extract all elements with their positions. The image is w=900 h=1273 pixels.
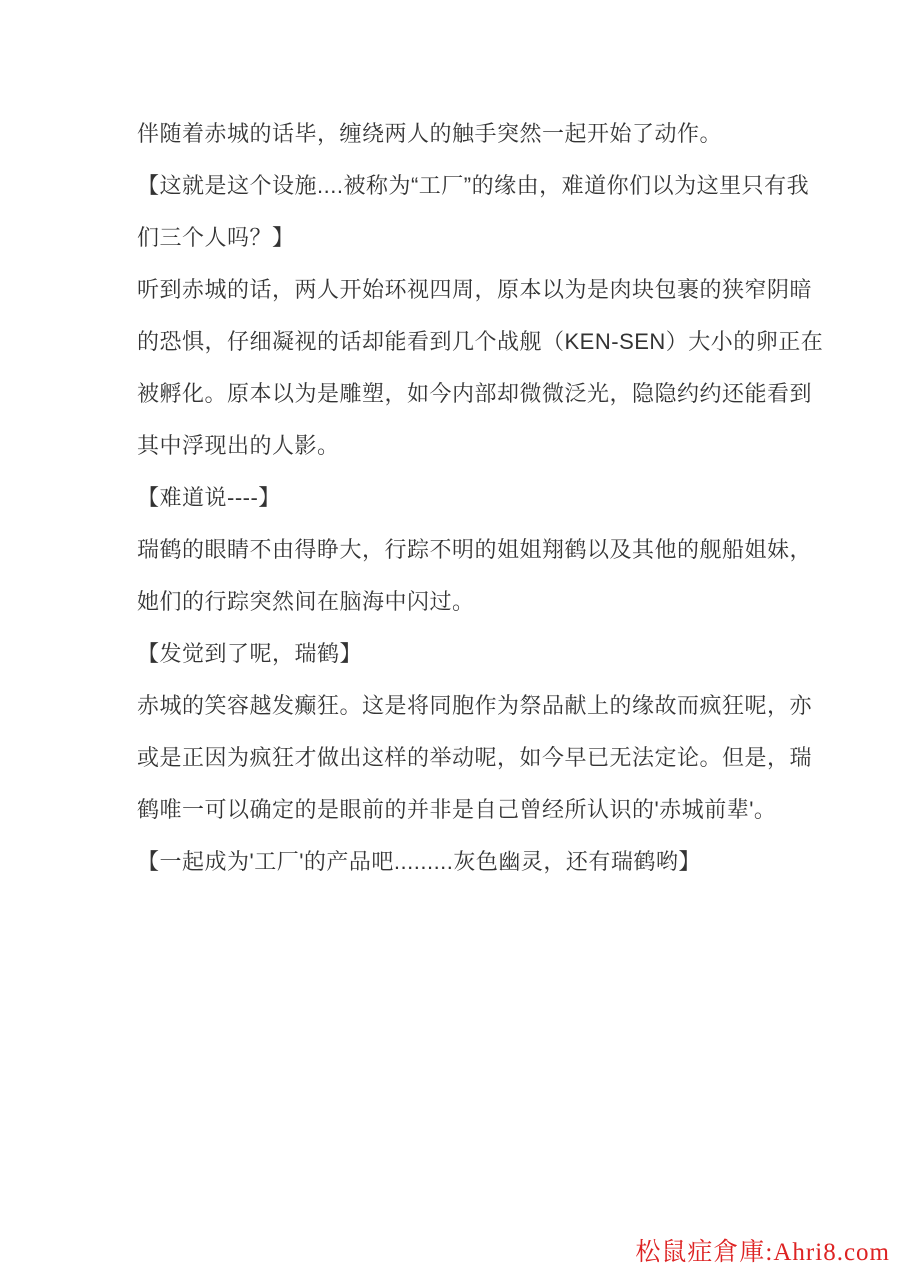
text-line: 【发觉到了呢，瑞鹤】 (137, 641, 363, 666)
text-line: 其中浮现出的人影。 (137, 433, 340, 458)
text-line: 们三个人吗？】 (137, 225, 295, 250)
text-line: 或是正因为疯狂才做出这样的举动呢，如今早已无法定论。但是，瑞 (137, 745, 813, 770)
text-line: 她们的行踪突然间在脑海中闪过。 (137, 589, 475, 614)
text-line: 赤城的笑容越发癫狂。这是将同胞作为祭品献上的缘故而疯狂呢，亦 (137, 693, 813, 718)
text-line: 伴随着赤城的话毕，缠绕两人的触手突然一起开始了动作。 (137, 121, 723, 146)
text-line: 【难道说----】 (137, 485, 281, 510)
text-line: 的恐惧，仔细凝视的话却能看到几个战舰（KEN-SEN）大小的卵正在 (137, 329, 824, 354)
site-watermark: 松鼠症倉庫:Ahri8.com (635, 1239, 890, 1266)
text-line: 听到赤城的话，两人开始环视四周，原本以为是肉块包裹的狭窄阴暗 (137, 277, 813, 302)
text-line: 瑞鹤的眼睛不由得睁大，行踪不明的姐姐翔鹤以及其他的舰船姐妹， (137, 537, 813, 562)
text-line: 被孵化。原本以为是雕塑，如今内部却微微泛光，隐隐约约还能看到 (137, 381, 813, 406)
text-line: 【这就是这个设施....被称为“工厂”的缘由，难道你们以为这里只有我 (137, 173, 810, 198)
text-line: 【一起成为'工厂'的产品吧.........灰色幽灵，还有瑞鹤哟】 (137, 849, 701, 874)
text-line: 鹤唯一可以确定的是眼前的并非是自己曾经所认识的'赤城前辈'。 (137, 797, 777, 822)
story-text-block (137, 108, 824, 888)
